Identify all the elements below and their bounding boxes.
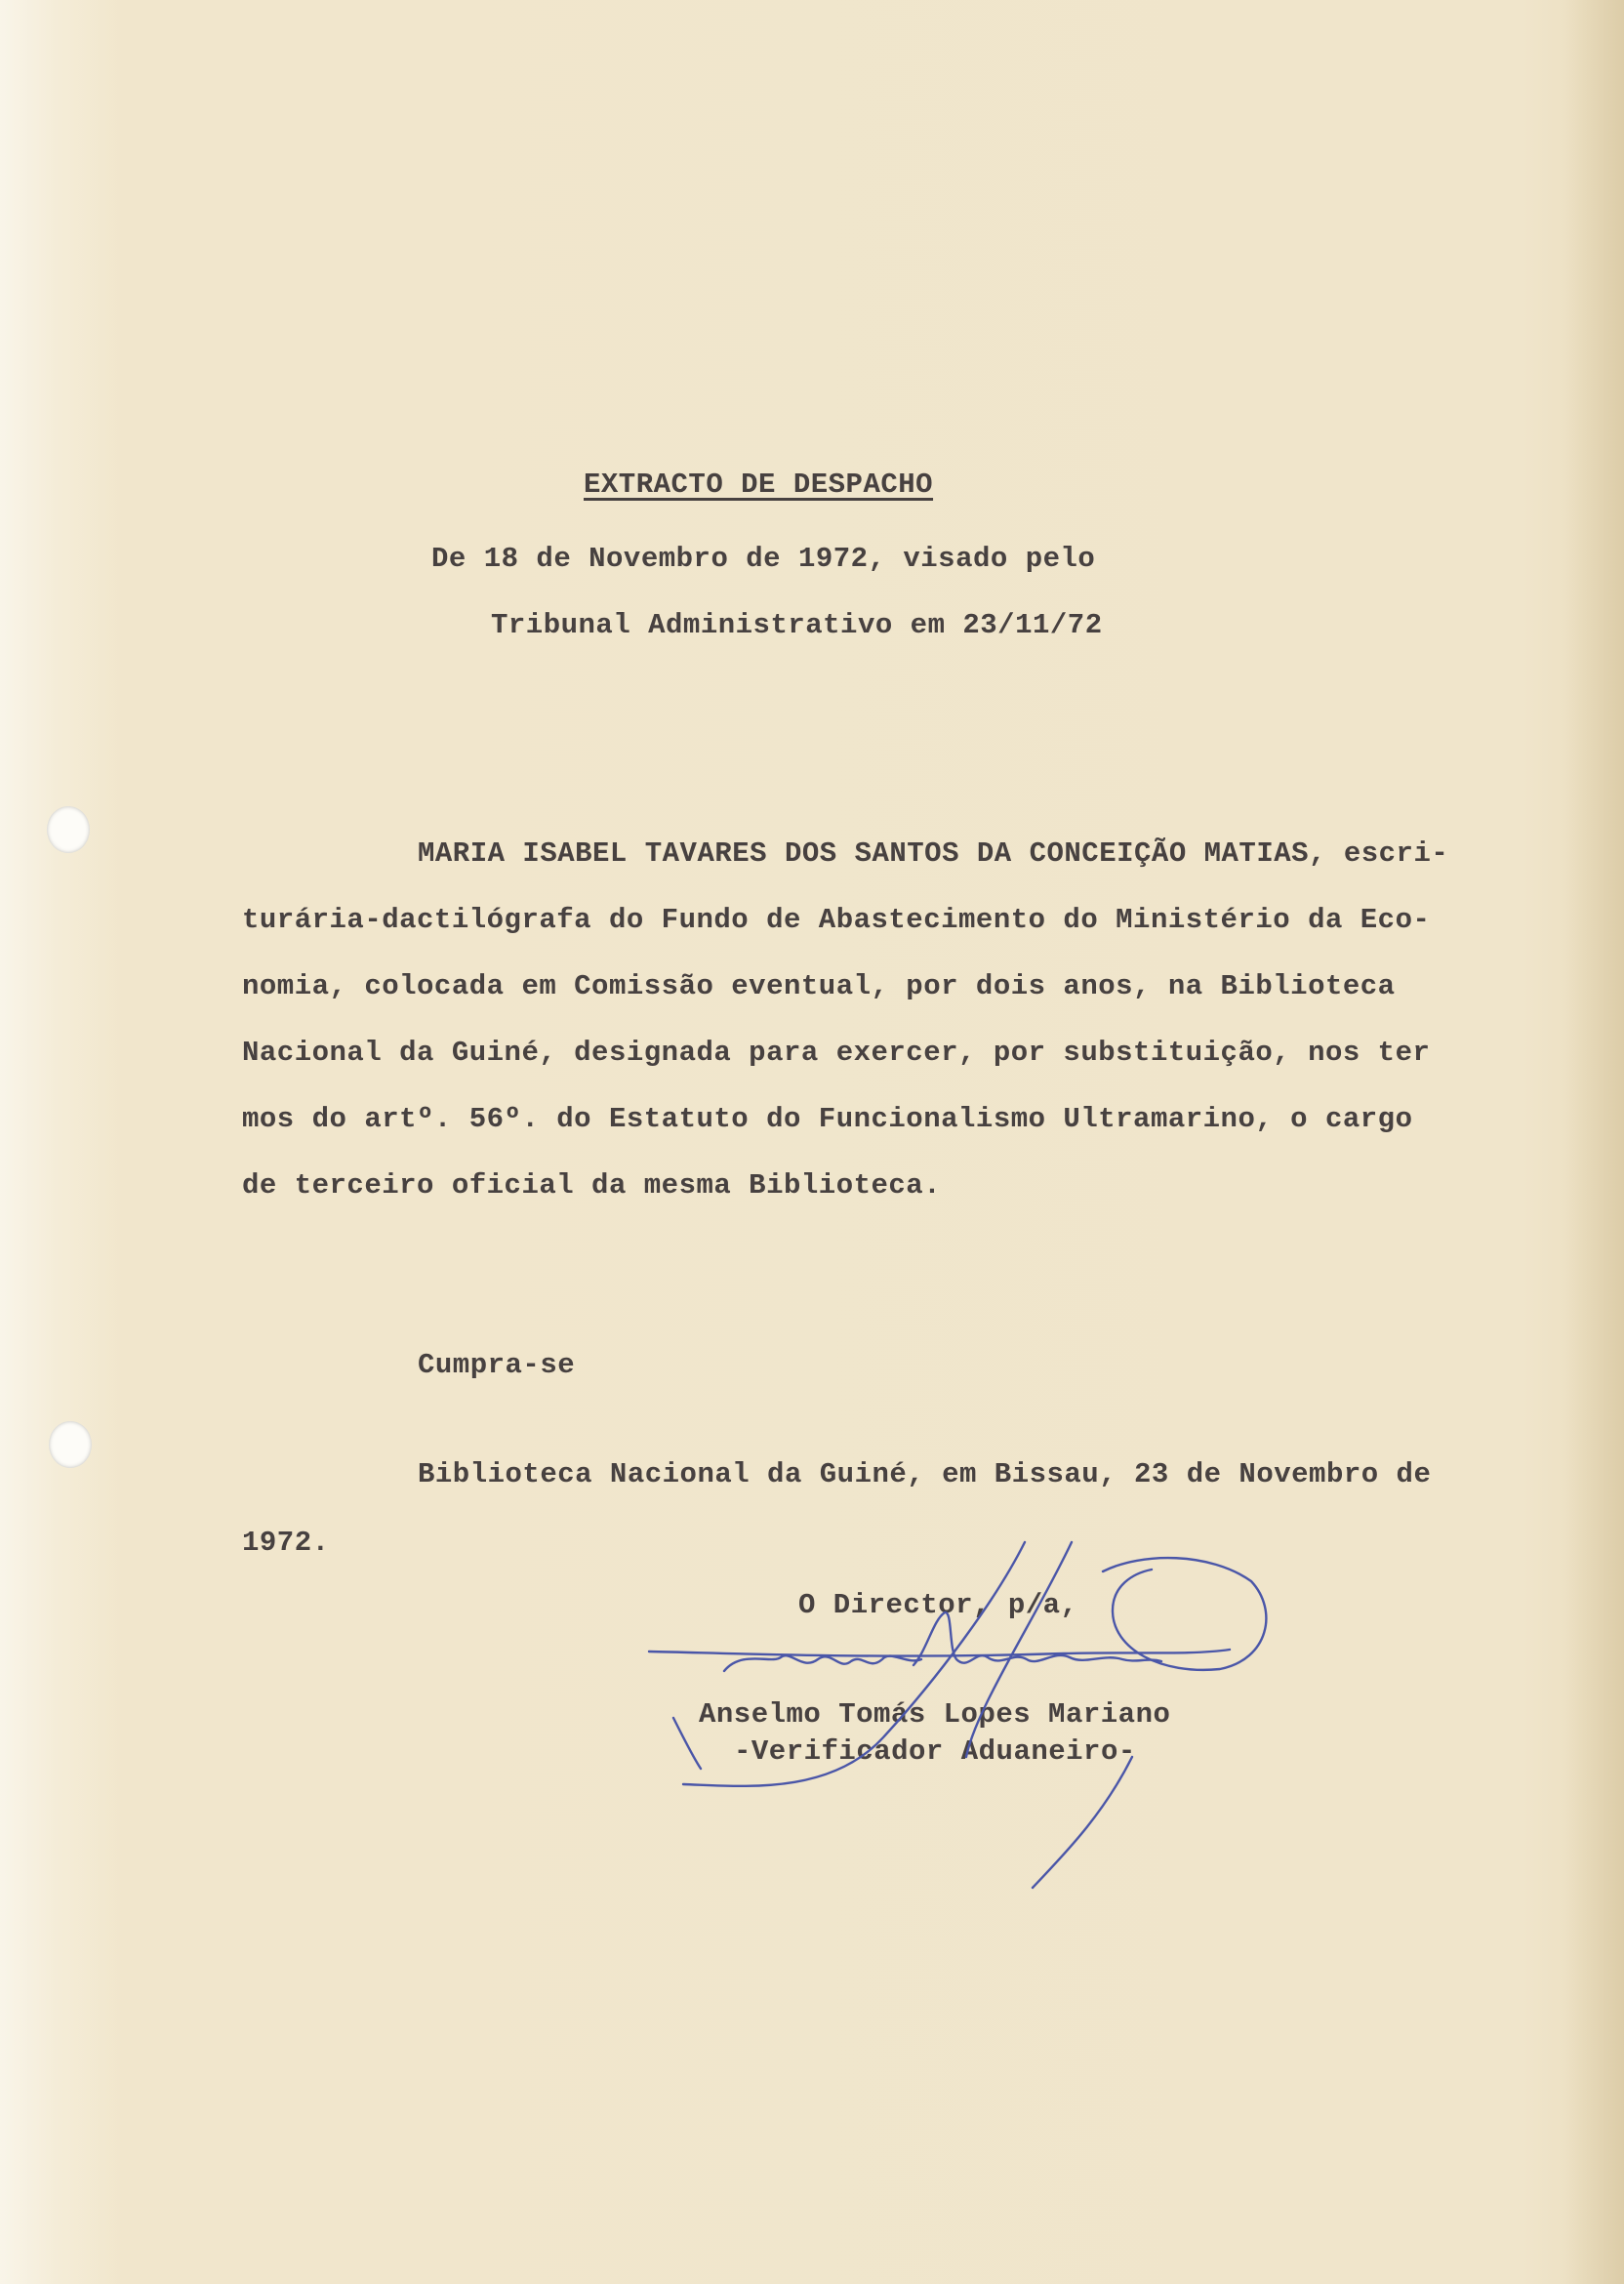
signatory-name: Anselmo Tomás Lopes Mariano [699,1698,1171,1731]
header-line-2: Tribunal Administrativo em 23/11/72 [491,609,1103,641]
document-title: EXTRACTO DE DESPACHO [584,469,934,501]
signatory-title: -Verificador Aduaneiro- [734,1735,1136,1768]
signature-role: O Director, p/a, [798,1589,1078,1621]
body-line-1: MARIA ISABEL TAVARES DOS SANTOS DA CONCEIÇÃO MATIAS, escri- [418,837,1449,870]
header-line-1: De 18 de Novembro de 1972, visado pelo [431,543,1096,575]
body-line-4: Nacional da Guiné, designada para exercer, por substituição, nos ter [242,1037,1431,1069]
body-line-5: mos do artº. 56º. do Estatuto do Funcionalismo Ultramarino, o cargo [242,1103,1413,1135]
place-date-line-2: 1972. [242,1527,330,1559]
body-line-3: nomia, colocada em Comissão eventual, por dois anos, na Biblioteca [242,970,1396,1002]
body-line-6: de terceiro oficial da mesma Biblioteca. [242,1169,942,1202]
body-line-2: turária-dactilógrafa do Fundo de Abastecimento do Ministério da Eco- [242,904,1431,936]
place-date-line-1: Biblioteca Nacional da Guiné, em Bissau, 23 de Novembro de [418,1458,1432,1490]
order-text: Cumpra-se [418,1349,576,1381]
